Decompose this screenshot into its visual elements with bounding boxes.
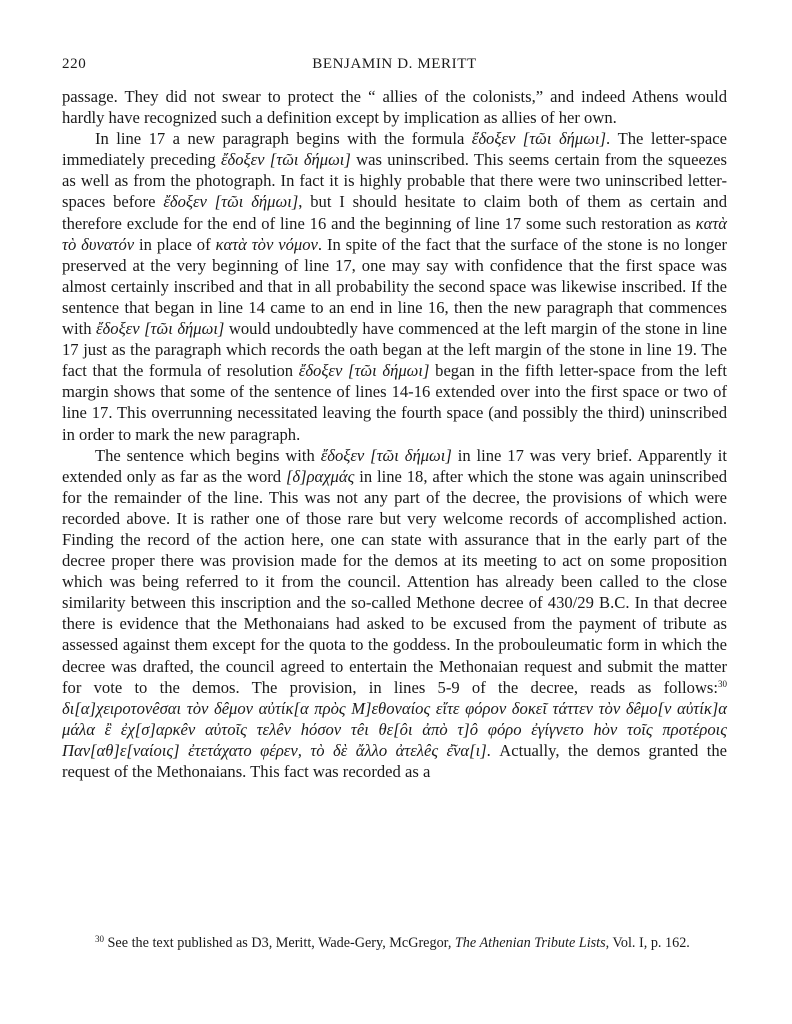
- footnote-number: 30: [95, 934, 104, 944]
- text-run: would undoubtedly have commenced at the left margin of the stone in line 17 just as the paragraph which records the oath began at the left margin of the stone in line 19. The fact that the formula of resolution: [62, 319, 727, 381]
- footnote-text-before: See the text published as D3, Meritt, Wade-Gery, McGregor,: [104, 935, 455, 951]
- text-run: . Actually, the demos granted the request of the Methonaians. This fact was recorded as a: [62, 740, 727, 781]
- greek-quotation: ἔδοξεν [τῶι δήμωι]: [163, 192, 299, 212]
- footnote: [62, 934, 727, 953]
- paragraph: [62, 86, 727, 128]
- text-run: The sentence which begins with: [95, 445, 321, 465]
- greek-quotation: κατὰ τὸ δυνατόν: [62, 213, 727, 254]
- running-head-author: BENJAMIN D. MERITT: [312, 56, 477, 72]
- paragraph: [62, 445, 727, 783]
- paragraph: [62, 128, 727, 444]
- body-text: [62, 86, 727, 782]
- footnote-reference: 30: [718, 678, 727, 689]
- greek-quotation: [δ]ραχμάς: [285, 466, 355, 486]
- page: [62, 56, 728, 951]
- text-run: passage. They did not swear to protect the “ allies of the colonists,” and indeed Athens would hardly have recognized such a definition except by implication as allies of her own.: [62, 87, 727, 128]
- greek-quotation: δι[α]χειροτονêσαι τὸν δêμον αὐτίκ[α πρὸς Μ]εθοναίος εἴτε φόρον δοκεῖ τάττεν τὸν δêμο[ν αὐτίκ]α μάλα ἒ ἐχ[σ]αρκêν αὐτοῖς τελêν hόσον τêι θε[ôι ἀπὸ τ]ô φόρο ἐγίγνετο hὸν τοῖς προτέροις Παν[αθ]ε[ναίοις] ἐτετάχατο φέρεν, τὸ δὲ ἄλλο ἀτελêς ἐ͂να[ι]: [62, 698, 727, 760]
- text-run: , but I should hesitate to claim both of them as certain and therefore exclude for the end of line 16 and the beginning of line 17 some such restoration as: [62, 192, 727, 233]
- footnote-book-title: The Athenian Tribute Lists: [454, 935, 606, 951]
- text-run: was uninscribed. This seems certain from the squeezes as well as from the photograph. In fact it is highly probable that there were two uninscribed letter-spaces before: [62, 150, 727, 212]
- text-run: in line 18, after which the stone was again uninscribed for the remainder of the line. This was not any part of the decree, the provisions of which were recorded above. It is rather one of those rare but very welcome records of accomplished action. Finding the record of the action here, one can state with assurance that in the early part of the decree proper there was provision made for the demos at its meeting to act on some proposition which was being referred to it from the council. Attention has already been called to the close similarity between this inscription and the so-called Methone decree of 430/29 B.C. In that decree there is evidence that the Methonaians had asked to be excused from the payment of tribute as assessed against them except for the quota to the goddess. In the probouleumatic form in which the decree was drafted, the council agreed to entertain the Methonaian request and submit the matter for vote to the demos. The provision, in lines 5-9 of the decree, reads as follows:: [62, 466, 728, 697]
- text-run: . The letter-space immediately preceding: [62, 129, 728, 170]
- text-run: in line 17 was very brief. Apparently it extended only as far as the word: [62, 445, 727, 486]
- running-head: [62, 56, 727, 82]
- greek-quotation: ἔδοξεν [τῶι δήμωι]: [96, 319, 225, 339]
- greek-quotation: ἔδοξεν [τῶι δήμωι]: [298, 361, 430, 381]
- greek-quotation: ἔδοξεν [τῶι δήμωι]: [320, 445, 452, 465]
- greek-quotation: κατὰ τὸν νόμον: [215, 234, 318, 254]
- text-run: in place of: [134, 234, 216, 254]
- footnote-text-after: , Vol. I, p. 162.: [605, 935, 690, 951]
- page-number: 220: [62, 56, 87, 72]
- text-run: In line 17 a new paragraph begins with the formula: [95, 129, 472, 149]
- greek-quotation: ἔδοξεν [τῶι δήμωι]: [220, 150, 351, 170]
- greek-quotation: ἔδοξεν [τῶι δήμωι]: [471, 129, 607, 149]
- text-run: began in the fifth letter-space from the left margin shows that some of the sentence of lines 14-16 extended over into the first space or two of line 17. This overrunning necessitated leaving the fourth space (and possibly the third) uninscribed in order to mark the new paragraph.: [62, 361, 727, 444]
- text-run: . In spite of the fact that the surface of the stone is no longer preserved at the very beginning of line 17, one may say with confidence that the first space was almost certainly inscribed and that in all probability the second space was likewise inscribed. If the sentence that began in line 14 came to an end in line 16, then the new paragraph that commences with: [62, 234, 728, 339]
